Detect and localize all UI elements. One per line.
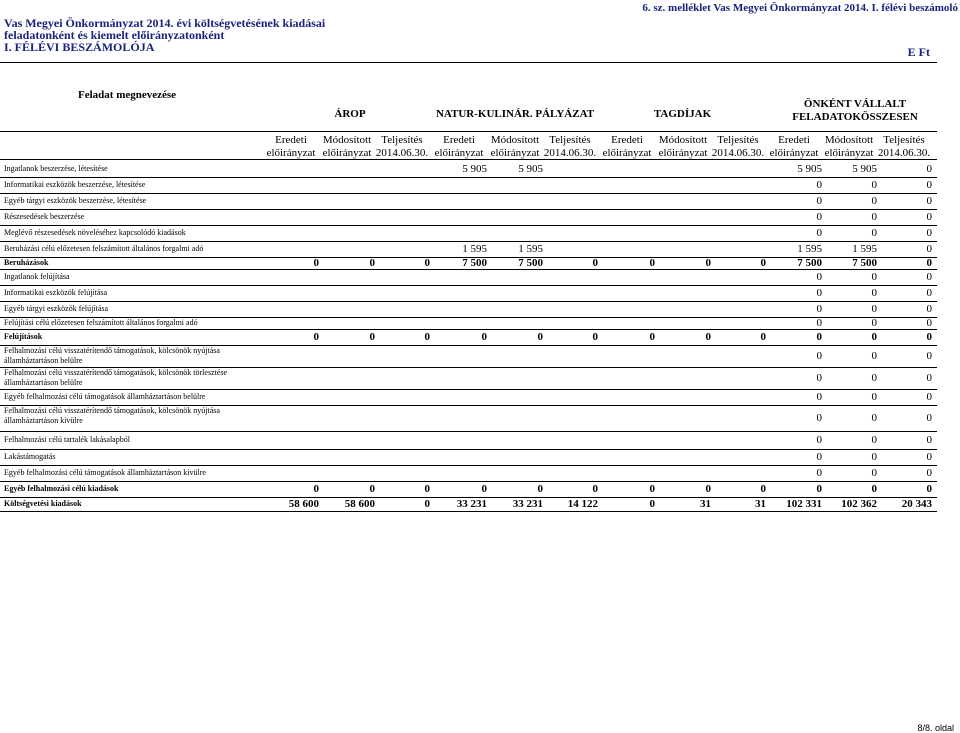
cell-value: 0 xyxy=(926,411,932,424)
cell-value: 0 xyxy=(424,482,430,495)
table-row xyxy=(0,449,937,466)
column-header-line-1: Módosított xyxy=(490,134,540,146)
table-row xyxy=(0,225,937,242)
column-header-line-1: Teljesítés xyxy=(381,134,423,146)
title-line-2: feladatonként és kiemelt előirányzatonként xyxy=(4,28,225,42)
cell-value: 0 xyxy=(313,482,319,495)
column-header-modositott-eloiranyzat xyxy=(319,134,375,160)
cell-value: 0 xyxy=(481,482,487,495)
cell-value: 7 500 xyxy=(462,257,487,269)
cell-value: 0 xyxy=(871,371,877,384)
cell-value: 102 331 xyxy=(786,497,822,510)
column-header-modositott-eloiranyzat xyxy=(655,134,711,160)
cell-value: 1 595 xyxy=(518,242,543,255)
column-header-eredeti-eloiranyzat xyxy=(599,134,655,160)
row-label: Beruházási célú előzetesen felszámított általános forgalmi adó xyxy=(4,244,204,253)
cell-value: 0 xyxy=(926,371,932,384)
cell-value: 0 xyxy=(926,349,932,362)
table-row xyxy=(0,481,937,498)
column-header-line-2: előirányzat xyxy=(322,147,372,159)
cell-value: 0 xyxy=(424,257,430,269)
cell-value: 0 xyxy=(871,482,877,495)
cell-value: 0 xyxy=(537,482,543,495)
cell-value: 0 xyxy=(816,178,822,191)
column-header-line-2: előirányzat xyxy=(824,147,874,159)
column-header-modositott-eloiranyzat xyxy=(821,134,877,160)
cell-value: 0 xyxy=(926,270,932,283)
row-label: Ingatlanok felújítása xyxy=(4,272,70,281)
cell-value: 0 xyxy=(871,302,877,315)
row-label: Informatikai eszközök felújítása xyxy=(4,288,108,297)
table-row xyxy=(0,285,937,302)
cell-value: 0 xyxy=(926,242,932,255)
cell-value: 0 xyxy=(592,330,598,343)
column-header-line-1: Teljesítés xyxy=(883,134,925,146)
table-row xyxy=(0,345,937,368)
table-row xyxy=(0,465,937,482)
cell-value: 0 xyxy=(871,330,877,343)
column-header-line-2: 2014.06.30. xyxy=(375,147,429,159)
row-label: Felhalmozási célú visszatérítendő támogatások, kölcsönök törlesztése államháztartáson belülre xyxy=(4,368,228,387)
cell-value: 0 xyxy=(537,330,543,343)
cell-value: 0 xyxy=(926,194,932,207)
cell-value: 5 905 xyxy=(462,162,487,175)
table-row xyxy=(0,161,937,178)
cell-value: 0 xyxy=(816,302,822,315)
cell-value: 0 xyxy=(649,482,655,495)
cell-value: 0 xyxy=(926,226,932,239)
table-row xyxy=(0,329,937,346)
cell-value: 0 xyxy=(816,390,822,403)
cell-value: 0 xyxy=(926,390,932,403)
row-label: Egyéb tárgyi eszközök beszerzése, létesítése xyxy=(4,196,147,205)
cell-value: 0 xyxy=(816,270,822,283)
cell-value: 5 905 xyxy=(797,162,822,175)
column-header-line-1: Módosított xyxy=(322,134,372,146)
cell-value: 0 xyxy=(871,349,877,362)
table-row xyxy=(0,301,937,318)
cell-value: 0 xyxy=(369,482,375,495)
cell-value: 0 xyxy=(816,433,822,446)
table-row xyxy=(0,497,937,512)
cell-value: 0 xyxy=(705,482,711,495)
cell-value: 0 xyxy=(926,330,932,343)
table-row xyxy=(0,269,937,286)
cell-value: 0 xyxy=(424,330,430,343)
table-row xyxy=(0,405,937,432)
column-header-teljesites xyxy=(710,134,766,160)
cell-value: 0 xyxy=(705,257,711,269)
cell-value: 0 xyxy=(871,226,877,239)
row-label: Beruházások xyxy=(4,258,49,267)
column-header-eredeti-eloiranyzat xyxy=(431,134,487,160)
group-header-onkent-vallalt: ÖNKÉNT VÁLLALT FELADATOKÖSSZESEN xyxy=(792,98,918,123)
cell-value: 0 xyxy=(816,466,822,479)
table-row xyxy=(0,431,937,450)
cell-value: 0 xyxy=(871,411,877,424)
row-label: Felhalmozási célú visszatérítendő támogatások, kölcsönök nyújtása államháztartáson kívülre xyxy=(4,406,220,425)
cell-value: 0 xyxy=(649,257,655,269)
cell-value: 0 xyxy=(760,330,766,343)
group-header-arop: ÁROP xyxy=(334,108,366,120)
cell-value: 0 xyxy=(926,162,932,175)
cell-value: 0 xyxy=(926,302,932,315)
cell-value: 0 xyxy=(871,194,877,207)
cell-value: 0 xyxy=(649,497,655,510)
cell-value: 1 595 xyxy=(462,242,487,255)
column-header-line-2: előirányzat xyxy=(490,147,540,159)
column-header-line-2: előirányzat xyxy=(434,147,484,159)
column-header-line-1: Teljesítés xyxy=(549,134,591,146)
cell-value: 0 xyxy=(760,482,766,495)
group-header-tagdijak: TAGDÍJAK xyxy=(653,108,712,120)
column-header-eredeti-eloiranyzat xyxy=(766,134,822,160)
column-header-line-2: előirányzat xyxy=(658,147,708,159)
row-label: Egyéb felhalmozási célú kiadások xyxy=(4,484,119,493)
cell-value: 0 xyxy=(816,210,822,223)
column-header-line-1: Eredeti xyxy=(275,134,307,146)
title-line-1: Vas Megyei Önkormányzat 2014. évi költségvetésének kiadásai xyxy=(4,16,326,30)
cell-value: 0 xyxy=(592,482,598,495)
cell-value: 0 xyxy=(481,330,487,343)
column-header-line-2: előirányzat xyxy=(602,147,652,159)
column-header-teljesites xyxy=(876,134,932,160)
cell-value: 0 xyxy=(926,210,932,223)
cell-value: 0 xyxy=(369,330,375,343)
cell-value: 0 xyxy=(871,270,877,283)
column-header-line-1: Módosított xyxy=(658,134,708,146)
cell-value: 58 600 xyxy=(288,497,319,510)
cell-value: 0 xyxy=(871,317,877,329)
cell-value: 0 xyxy=(926,466,932,479)
column-header-border xyxy=(0,159,937,160)
row-label: Meglévő részesedések növeléséhez kapcsolódó kiadások xyxy=(4,228,186,237)
row-label: Részesedések beszerzése xyxy=(4,212,85,221)
cell-value: 0 xyxy=(871,210,877,223)
column-header-line-2: 2014.06.30. xyxy=(543,147,597,159)
column-header-line-2: 2014.06.30. xyxy=(711,147,765,159)
cell-value: 0 xyxy=(816,411,822,424)
table-row xyxy=(0,241,937,258)
unit-label: E Ft xyxy=(907,45,930,59)
cell-value: 0 xyxy=(871,286,877,299)
table-row xyxy=(0,209,937,226)
cell-value: 0 xyxy=(816,194,822,207)
cell-value: 0 xyxy=(926,450,932,463)
cell-value: 14 122 xyxy=(567,497,598,510)
column-header-line-1: Eredeti xyxy=(778,134,810,146)
row-label: Ingatlanok beszerzése, létesítése xyxy=(4,164,108,173)
column-header-teljesites xyxy=(542,134,598,160)
attachment-reference: 6. sz. melléklet Vas Megyei Önkormányzat 2014. I. félévi beszámoló xyxy=(642,2,958,14)
cell-value: 0 xyxy=(313,330,319,343)
column-header-teljesites xyxy=(374,134,430,160)
cell-value: 0 xyxy=(649,330,655,343)
row-label: Egyéb felhalmozási célú támogatások államháztartáson belülre xyxy=(4,392,206,401)
cell-value: 1 595 xyxy=(852,242,877,255)
column-header-line-1: Módosított xyxy=(824,134,874,146)
table-row xyxy=(0,389,937,406)
cell-value: 0 xyxy=(705,330,711,343)
cell-value: 0 xyxy=(313,257,319,269)
cell-value: 7 500 xyxy=(797,257,822,269)
cell-value: 0 xyxy=(760,257,766,269)
group-header-border xyxy=(0,131,937,132)
column-header-line-1: Eredeti xyxy=(443,134,475,146)
row-label: Költségvetési kiadások xyxy=(4,499,82,508)
cell-value: 0 xyxy=(926,482,932,495)
cell-value: 0 xyxy=(926,433,932,446)
cell-value: 0 xyxy=(816,450,822,463)
cell-value: 0 xyxy=(816,371,822,384)
cell-value: 0 xyxy=(816,330,822,343)
table-row xyxy=(0,193,937,210)
cell-value: 20 343 xyxy=(901,497,932,510)
group-header-natur-kulinar: NATUR-KULINÁR. PÁLYÁZAT xyxy=(435,108,595,120)
cell-value: 0 xyxy=(871,466,877,479)
title-line-3: I. FÉLÉVI BESZÁMOLÓJA xyxy=(4,40,155,54)
row-label: Egyéb tárgyi eszközök felújítása xyxy=(4,304,109,313)
cell-value: 0 xyxy=(816,286,822,299)
header-top-border xyxy=(0,62,937,63)
document-title xyxy=(4,17,325,53)
row-label: Lakástámogatás xyxy=(4,452,56,461)
cell-value: 0 xyxy=(424,497,430,510)
row-label: Felújítások xyxy=(4,332,43,341)
cell-value: 7 500 xyxy=(518,257,543,269)
cell-value: 0 xyxy=(926,178,932,191)
row-label: Informatikai eszközök beszerzése, létesítése xyxy=(4,180,146,189)
cell-value: 0 xyxy=(816,317,822,329)
row-label: Felhalmozási célú tartalék lakásalapból xyxy=(4,435,130,444)
table-row xyxy=(0,367,937,390)
cell-value: 0 xyxy=(926,257,932,269)
cell-value: 0 xyxy=(816,482,822,495)
cell-value: 5 905 xyxy=(852,162,877,175)
column-header-eredeti-eloiranyzat xyxy=(263,134,319,160)
task-name-header: Feladat megnevezése xyxy=(78,89,177,101)
cell-value: 0 xyxy=(592,257,598,269)
cell-value: 0 xyxy=(369,257,375,269)
column-header-line-1: Teljesítés xyxy=(717,134,759,146)
column-header-line-2: előirányzat xyxy=(769,147,819,159)
cell-value: 0 xyxy=(871,390,877,403)
column-header-modositott-eloiranyzat xyxy=(487,134,543,160)
cell-value: 0 xyxy=(816,226,822,239)
page-number: 8/8. oldal xyxy=(917,723,954,733)
cell-value: 0 xyxy=(871,178,877,191)
cell-value: 0 xyxy=(871,450,877,463)
cell-value: 102 362 xyxy=(841,497,877,510)
cell-value: 5 905 xyxy=(518,162,543,175)
column-header-line-1: Eredeti xyxy=(611,134,643,146)
cell-value: 0 xyxy=(816,349,822,362)
table-row xyxy=(0,177,937,194)
cell-value: 58 600 xyxy=(344,497,375,510)
cell-value: 31 xyxy=(700,497,711,510)
row-label: Felújítási célú előzetesen felszámított általános forgalmi adó xyxy=(4,318,198,327)
cell-value: 31 xyxy=(755,497,766,510)
row-label: Egyéb felhalmozási célú támogatások államháztartáson kívülre xyxy=(4,468,206,477)
row-label: Felhalmozási célú visszatérítendő támogatások, kölcsönök nyújtása államháztartáson belülre xyxy=(4,346,220,365)
cell-value: 0 xyxy=(926,317,932,329)
cell-value: 33 231 xyxy=(512,497,543,510)
cell-value: 0 xyxy=(871,433,877,446)
column-header-line-2: előirányzat xyxy=(266,147,316,159)
column-header-line-2: 2014.06.30. xyxy=(877,147,931,159)
cell-value: 1 595 xyxy=(797,242,822,255)
cell-value: 7 500 xyxy=(852,257,877,269)
cell-value: 0 xyxy=(926,286,932,299)
cell-value: 33 231 xyxy=(456,497,487,510)
